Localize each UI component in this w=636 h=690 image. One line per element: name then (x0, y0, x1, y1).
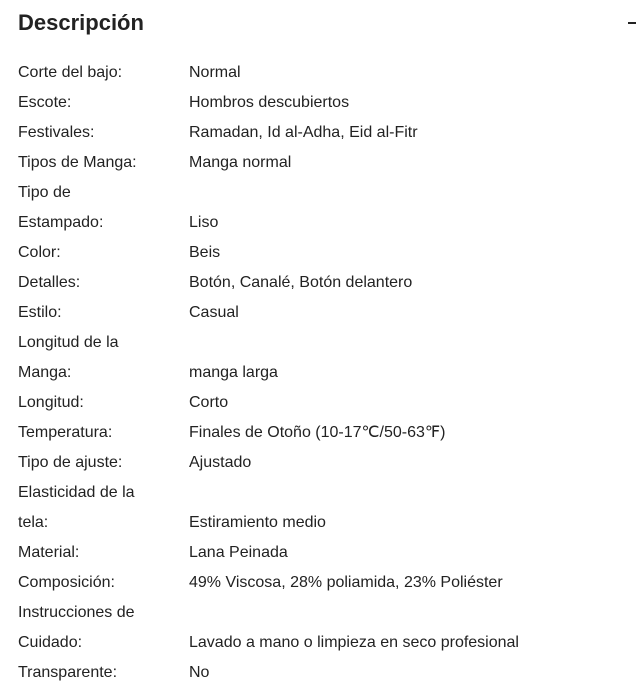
attribute-row (18, 598, 618, 658)
attributes-list (18, 58, 618, 688)
attribute-label-cell (18, 388, 189, 418)
attribute-value: Ramadan, Id al-Adha, Eid al-Fitr (189, 124, 418, 141)
attribute-value: Lavado a mano o limpieza en seco profesional (189, 634, 519, 651)
attribute-row (18, 268, 618, 298)
attribute-row (18, 298, 618, 328)
attribute-value: Normal (189, 64, 241, 81)
attribute-label-cell (18, 448, 189, 478)
attribute-label: Temperatura: (18, 424, 113, 441)
attribute-value: Casual (189, 304, 239, 321)
minus-icon[interactable] (628, 22, 636, 24)
attribute-value: No (189, 664, 210, 681)
attribute-value: Corto (189, 394, 229, 411)
attribute-label-cell (18, 118, 189, 148)
attribute-label-cell (18, 298, 189, 328)
attribute-row (18, 418, 618, 448)
attribute-row (18, 88, 618, 118)
attribute-row (18, 538, 618, 568)
attribute-row (18, 118, 618, 148)
attribute-row (18, 328, 618, 388)
attribute-row (18, 238, 618, 268)
attribute-row (18, 478, 618, 538)
attribute-label-cell (18, 418, 189, 448)
attribute-value: Ajustado (189, 454, 252, 471)
attribute-label: Transparente: (18, 664, 118, 681)
attribute-label: Estilo: (18, 304, 62, 321)
attribute-row (18, 448, 618, 478)
attribute-label: Corte del bajo: (18, 64, 123, 81)
attribute-label-cell (18, 658, 189, 688)
attribute-label-cell (18, 88, 189, 118)
attribute-label: Festivales: (18, 124, 95, 141)
attribute-row (18, 148, 618, 178)
section-title: Descripción (18, 10, 144, 35)
attribute-label-cell (18, 58, 189, 88)
attribute-label: Instrucciones de Cuidado: (18, 604, 135, 651)
attribute-label: Longitud de la Manga: (18, 334, 119, 381)
attribute-label: Tipo de Estampado: (18, 184, 104, 231)
description-section-header[interactable] (18, 9, 636, 39)
attribute-value: Finales de Otoño (10-17℃/50-63℉) (189, 424, 446, 441)
attribute-value: Lana Peinada (189, 544, 288, 561)
attribute-row (18, 388, 618, 418)
attribute-label-cell (18, 598, 189, 658)
attribute-label: Escote: (18, 94, 72, 111)
attribute-value: Manga normal (189, 154, 292, 171)
attribute-label: Composición: (18, 574, 115, 591)
attribute-label-cell (18, 148, 189, 178)
attribute-label-cell (18, 178, 189, 238)
attribute-label-cell (18, 328, 189, 388)
attribute-label: Tipos de Manga: (18, 154, 137, 171)
attributes-table (18, 58, 618, 688)
attribute-row (18, 178, 618, 238)
attribute-value: Hombros descubiertos (189, 94, 350, 111)
attribute-label: Detalles: (18, 274, 81, 291)
attribute-value: Beis (189, 244, 221, 261)
attribute-label-cell (18, 478, 189, 538)
attribute-label-cell (18, 238, 189, 268)
attribute-label: Color: (18, 244, 61, 261)
attribute-label-cell (18, 568, 189, 598)
attribute-value: Botón, Canalé, Botón delantero (189, 274, 413, 291)
attribute-label-cell (18, 538, 189, 568)
attribute-value: Liso (189, 214, 219, 231)
attribute-label: Material: (18, 544, 80, 561)
attribute-row (18, 568, 618, 598)
attribute-label-cell (18, 268, 189, 298)
attribute-label: Longitud: (18, 394, 84, 411)
attribute-row (18, 58, 618, 88)
attribute-label: Tipo de ajuste: (18, 454, 123, 471)
attribute-value: manga larga (189, 364, 278, 381)
attribute-value: Estiramiento medio (189, 514, 326, 531)
attribute-label: Elasticidad de la tela: (18, 484, 135, 531)
attribute-row (18, 658, 618, 688)
attribute-value: 49% Viscosa, 28% poliamida, 23% Poliéster (189, 574, 503, 591)
